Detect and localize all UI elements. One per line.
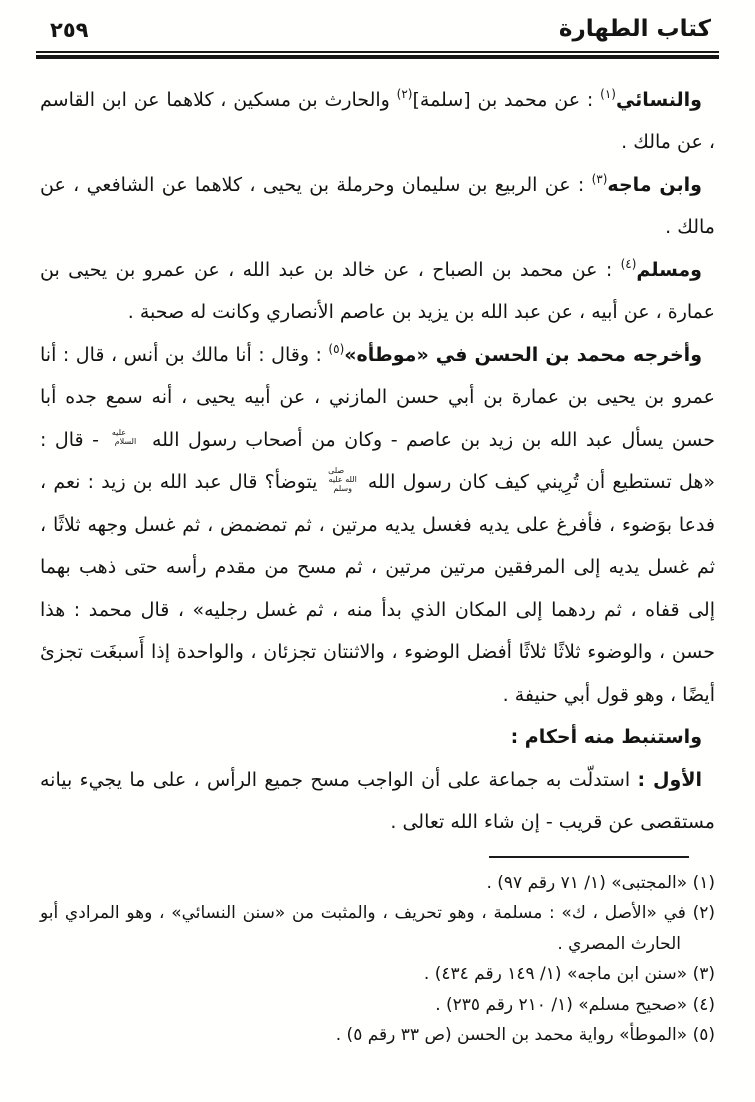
footnote-number: (٤) — [692, 994, 715, 1015]
chapter-title: كتاب الطهارة — [558, 16, 711, 42]
header-rule — [36, 51, 719, 59]
paragraph-opener: ومسلم — [636, 258, 702, 281]
footnote-marker: (٣) — [591, 171, 608, 186]
paragraph-opener: واستنبط منه أحكام : — [510, 726, 702, 749]
footnote-marker: (٥) — [328, 341, 345, 356]
page-header — [0, 0, 755, 44]
paragraph — [40, 249, 715, 334]
paragraph-text: - قال : «هل تستطيع أن تُرِيني كيف كان رسول الله — [40, 428, 716, 494]
footnote-marker: (١) — [600, 86, 616, 101]
footnote-marker: (٢) — [396, 86, 413, 101]
footnote-text: «صحيح مسلم» (١/ ٢١٠ رقم ٢٣٥) . — [435, 994, 688, 1015]
page-number: ٢٥٩ — [50, 18, 89, 43]
footnotes-separator — [489, 856, 689, 858]
paragraph-opener: والنسائي — [615, 88, 702, 111]
paragraph — [40, 79, 715, 164]
paragraph — [40, 164, 715, 249]
paragraph-text: : عن محمد بن [سلمة] — [412, 88, 601, 111]
footnote-marker: (٤) — [620, 256, 637, 271]
honorific-symbol: عليه السلام — [111, 427, 137, 447]
footnote-item — [40, 990, 715, 1021]
paragraph — [40, 759, 715, 844]
paragraph-text: استدلّت به جماعة على أن الواجب مسح جميع الرأس ، على ما يجيء بيانه مستقصى عن قريب - إن شاء الله تعالى . — [40, 768, 715, 834]
footnotes-list — [40, 868, 715, 1051]
paragraph-opener: وابن ماجه — [607, 173, 702, 196]
body-text — [0, 59, 755, 844]
footnote-number: (٥) — [692, 1025, 715, 1046]
footnote-item — [40, 1020, 715, 1051]
footnote-number: (٣) — [692, 964, 715, 985]
paragraph — [40, 716, 715, 759]
paragraph-text: : عن الربيع بن سليمان وحرملة بن يحيى ، كلاهما عن الشافعي ، عن مالك . — [40, 173, 715, 239]
footnote-number: (٢) — [692, 903, 715, 924]
paragraph-text: يتوضأ؟ قال عبد الله بن زيد : نعم ، فدعا بوَضوء ، فأفرغ على يديه فغسل يديه مرتين ، ثم تمضمض ، ثم غسل وجهه ثلاثًا ، ثم غسل يديه إلى المرفقين مرتين مرتين ، ثم مسح من مقدم رأسه حتى ذهب بهما إلى قفاه ، ثم ردهما إلى المكان الذي بدأ منه ، ثم غسل رجليه» ، قال محمد : هذا حسن ، والوضوء ثلاثًا ثلاثًا أفضل الوضوء ، والاثنتان تجزئان ، والواحدة إذا أَسبغَت تجزئ أيضًا ، وهو قول أبي حنيفة . — [40, 471, 715, 706]
footnotes-block — [0, 856, 755, 1051]
footnote-item — [40, 898, 715, 959]
footnote-item — [40, 868, 715, 899]
paragraph-opener: وأخرجه محمد بن الحسن في «موطأه» — [344, 343, 702, 366]
honorific-symbol: صلى الله عليه وسلم — [328, 465, 357, 494]
paragraph-opener: الأول : — [637, 768, 703, 791]
paragraph-text: : عن محمد بن الصباح ، عن خالد بن عبد الله ، عن عمرو بن يحيى بن عمارة ، عن أبيه ، عن عبد الله بن يزيد بن عاصم الأنصاري وكانت له صحبة . — [40, 258, 715, 324]
footnote-text: في «الأصل ، ك» : مسلمة ، وهو تحريف ، والمثبت من «سنن النسائي» ، وهو المرادي أبو الحارث المصري . — [40, 903, 686, 954]
footnote-text: «سنن ابن ماجه» (١/ ١٤٩ رقم ٤٣٤) . — [423, 964, 688, 985]
paragraph-text: والحارث بن مسكين ، كلاهما عن ابن القاسم ، عن مالك . — [40, 88, 715, 154]
paragraph-text: : وقال : أنا مالك بن أنس ، قال : أنا عمرو بن يحيى بن عمارة بن أبي حسن المازني ، عن أبيه يحيى ، أنه سمع جده أبا حسن يسأل عبد الله بن زيد بن عاصم - وكان من أصحاب رسول الله — [40, 343, 715, 451]
footnote-item — [40, 959, 715, 990]
paragraph — [40, 334, 715, 717]
footnote-number: (١) — [692, 872, 715, 893]
footnote-text: «الموطأ» رواية محمد بن الحسن (ص ٣٣ رقم ٥) . — [335, 1025, 688, 1046]
footnote-text: «المجتبى» (١/ ٧١ رقم ٩٧) . — [486, 872, 688, 893]
